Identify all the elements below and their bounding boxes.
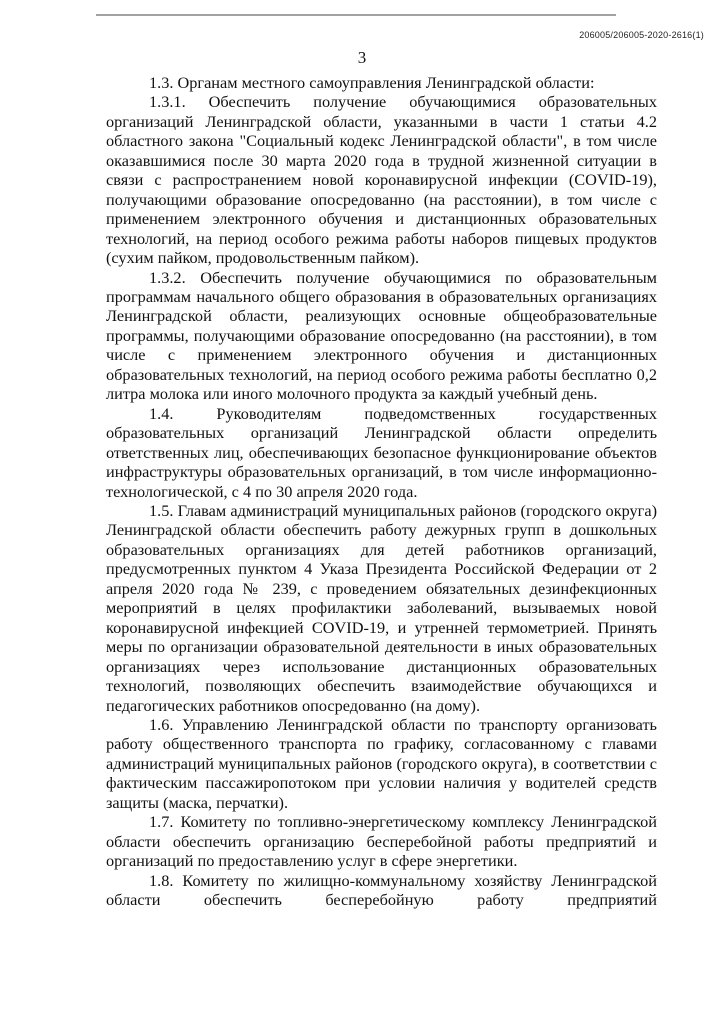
scan-edge-line — [96, 14, 616, 16]
paragraph-1-3-1: 1.3.1. Обеспечить получение обучающимися образовательных организаций Ленинградской области, указанными в части 1 статьи 4.2 областного закона "Социальный кодекс Ленинградской области", в том числе оказавшимися после 30 марта 2020 года в трудной жизненной ситуации в связи с распространением новой коронавирусной инфекции (COVID-19), получающими образование опосредованно (на расстоянии), в том числе с применением электронного обучения и дистанционных образовательных технологий, на период особого режима работы наборов пищевых продуктов (сухим пайком, продовольственным пайком). — [106, 92, 657, 268]
paragraph-1-7: 1.7. Комитету по топливно-энергетическому комплексу Ленинградской области обеспечить организацию бесперебойной работы предприятий и организаций по предоставлению услуг в сфере энергетики. — [106, 812, 657, 871]
paragraph-1-6: 1.6. Управлению Ленинградской области по транспорту организовать работу общественного транспорта по графику, согласованному с главами администраций муниципальных районов (городского округа), в соответствии с фактическим пассажиропотоком при условии наличия у водителей средств защиты (маска, перчатки). — [106, 714, 657, 812]
document-body — [106, 73, 657, 909]
paragraph-1-4: 1.4. Руководителям подведомственных государственных образовательных организаций Ленинградской области определить ответственных лиц, обеспечивающих безопасное функционирование объектов инфраструктуры образовательных организаций, в том числе информационно-технологической, с 4 по 30 апреля 2020 года. — [106, 403, 657, 501]
paragraph-1-3-2: 1.3.2. Обеспечить получение обучающимися по образовательным программам начального общего образования в образовательных организациях Ленинградской области, реализующих основные общеобразовательные программы, получающими образование опосредованно (на расстоянии), в том числе с применением электронного обучения и дистанционных образовательных технологий, на период особого режима работы бесплатно 0,2 литра молока или иного молочного продукта за каждый учебный день. — [106, 267, 657, 404]
document-id: 206005/206005-2020-2616(1) — [579, 30, 704, 40]
paragraph-1-5: 1.5. Главам администраций муниципальных районов (городского округа) Ленинградской области обеспечить работу дежурных групп в дошкольных образовательных организациях для детей работников организаций, предусмотренных пунктом 4 Указа Президента Российской Федерации от 2 апреля 2020 года № 239, с проведением обязательных дезинфекционных мероприятий в целях профилактики заболеваний, вызываемых новой коронавирусной инфекцией COVID-19, и утренней термометрией. Принять меры по организации образовательной деятельности в иных образовательных организациях через использование дистанционных образовательных технологий, позволяющих обеспечить взаимодействие обучающихся и педагогических работников опосредованно (на дому). — [106, 500, 657, 715]
paragraph-1-8: 1.8. Комитету по жилищно-коммунальному хозяйству Ленинградской области обеспечить бесперебойную работу предприятий — [106, 870, 657, 910]
paragraph-1-3: 1.3. Органам местного самоуправления Ленинградской области: — [149, 73, 595, 92]
page-number: 3 — [357, 48, 367, 67]
